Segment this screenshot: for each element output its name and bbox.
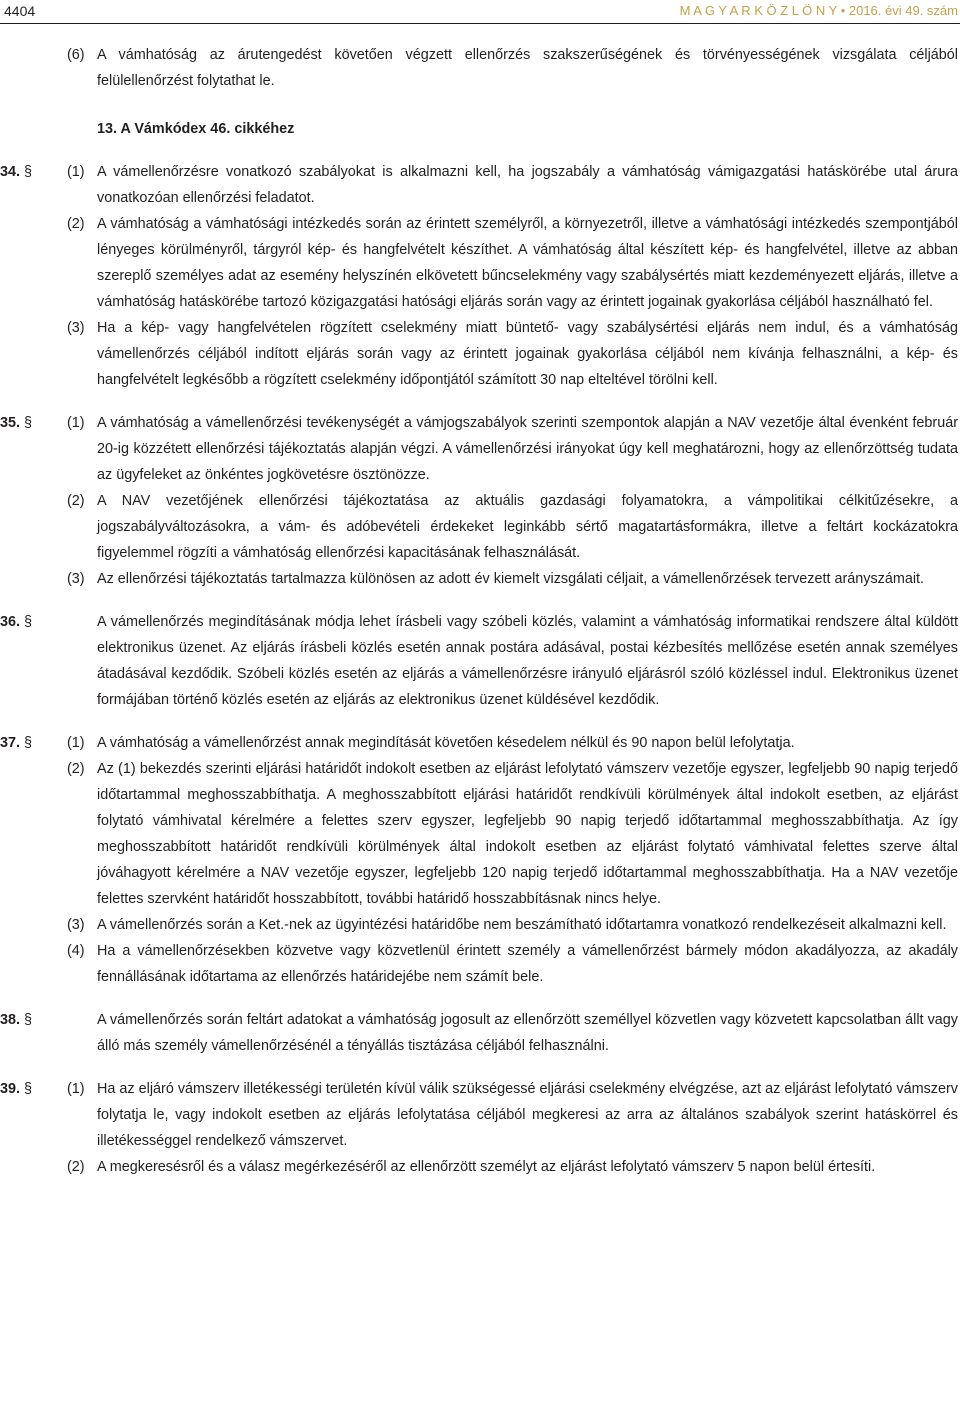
section-sign-icon: § [20, 735, 33, 751]
section-number-text: 36. [0, 614, 21, 630]
section-number [0, 1076, 32, 1102]
paragraph-number: (1) [67, 1081, 85, 1097]
section-number-text: 34. [0, 164, 21, 180]
paragraph-number: (2) [67, 493, 85, 509]
paragraph [0, 488, 960, 566]
paragraph-text: A vámellenőrzés során feltárt adatokat a vámhatóság jogosult az ellenőrzött személlyel közvetlen vagy közvetett kapcsolatban állt vagy álló más személy vámellenőrzésénél a tényállás tisztázása céljából felhasználni. [97, 1012, 958, 1054]
paragraph-text: A vámhatóság a vámellenőrzési tevékenységét a vámjogszabályok szerinti szempontok alapján a NAV vezetője által évenként február 20-ig közzétett ellenőrzési tájékoztatás alapján végzi. A vámellenőrzési irányokat úgy kell meghatározni, hogy az ellenőrzöttség tudata az ügyfeleket az önkéntes jogkövetésre ösztönözze. [97, 415, 958, 483]
paragraph-number: (1) [67, 735, 85, 751]
paragraph [0, 1154, 960, 1180]
paragraph-text: Az (1) bekezdés szerinti eljárási határidőt indokolt esetben az eljárást lefolytató vámszerv vezetője egyszer, legfeljebb 90 napig terjedő időtartammal meghosszabbíthatja. A meghosszabbított eljárási határidőt rendkívüli körülmények által indokolt esetben, az eljárást folytató vámhivatal kérelmére a felettes szerv egyszer, legfeljebb 90 napig terjedő időtartammal meghosszabbíthatja. Az így meghosszabbított határidőt rendkívüli körülmények által indokolt esetben az eljárást folytató vámhivatal felettes szerve által jóváhagyott kérelmére a NAV vezetője egyszer, legfeljebb 120 napig terjedő időtartammal meghosszabbíthatja. Ha a NAV vezetője felettes szervként határidőt hosszabbított, további határidő hosszabbításnak nincs helye. [97, 761, 958, 907]
paragraph-text: Ha a kép- vagy hangfelvételen rögzített cselekmény miatt büntető- vagy szabálysértési eljárás nem indul, és a vámhatóság vámellenőrzés céljából indított eljárás során vagy az érintett jogainak gyakorlása céljából nem kívánja felhasználni, a kép- és hangfelvételt legkésőbb a rögzített cselekmény időpontjától számított 30 nap elteltével törölni kell. [97, 320, 958, 388]
paragraph-number: (3) [67, 571, 85, 587]
paragraph-number: (3) [67, 917, 85, 933]
document-body [0, 42, 960, 1180]
section-paragraph [0, 609, 960, 713]
paragraph-text: A vámhatóság az árutengedést követően végzett ellenőrzés szakszerűségének és törvényességének vizsgálata céljából felülellenőrzést folytathat le. [97, 47, 958, 89]
section-sign-icon: § [20, 415, 33, 431]
section-heading: 13. A Vámkódex 46. cikkéhez [97, 121, 295, 137]
paragraph-text: A vámellenőrzés során a Ket.-nek az ügyintézési határidőbe nem beszámítható időtartamra vonatkozó rendelkezéseit alkalmazni kell. [97, 917, 947, 933]
paragraph [0, 42, 960, 94]
section-number [0, 159, 32, 185]
section-paragraph [0, 1007, 960, 1059]
paragraph-text: A vámellenőrzésre vonatkozó szabályokat is alkalmazni kell, ha jogszabály a vámhatóság vámigazgatási hatáskörébe utal árura vonatkozóan ellenőrzési feladatot. [97, 164, 958, 206]
section-sign-icon: § [20, 614, 33, 630]
section-number [0, 730, 32, 756]
section-spacer [0, 1059, 960, 1076]
paragraph-number: (6) [67, 47, 85, 63]
paragraph-text: A vámellenőrzés megindításának módja lehet írásbeli vagy szóbeli közlés, valamint a vámhatóság informatikai rendszere által küldött elektronikus üzenet. Az eljárás írásbeli közlés esetén annak postára adásával, postai kézbesítés mellőzése esetén annak személyes átadásával kezdődik. Szóbeli közlés esetén az eljárás a vámellenőrzésre irányuló eljárásról szóló közléssel indul. Elektronikus üzenet formájában történő közlés esetén az eljárás az elektronikus üzenet küldésével kezdődik. [97, 614, 958, 708]
section-number [0, 410, 32, 436]
paragraph [0, 912, 960, 938]
paragraph [0, 566, 960, 592]
section-paragraph [0, 159, 960, 211]
paragraph-text: A NAV vezetőjének ellenőrzési tájékoztatása az aktuális gazdasági folyamatokra, a vámpolitikai célkitűzésekre, a jogszabályváltozásokra, a vám- és adóbevételi érdekeket leginkább sértő magatartásformákra, illetve a feltárt kockázatokra figyelemmel rögzíti a vámhatóság ellenőrzési kapacitásának felhasználását. [97, 493, 958, 561]
section-number-text: 37. [0, 735, 21, 751]
paragraph-text: A vámhatóság a vámellenőrzést annak megindítását követően késedelem nélkül és 90 napon belül lefolytatja. [97, 735, 795, 751]
section-number [0, 1007, 32, 1033]
paragraph [0, 315, 960, 393]
paragraph-number: (2) [67, 1159, 85, 1175]
paragraph-text: Az ellenőrzési tájékoztatás tartalmazza különösen az adott év kiemelt vizsgálati céljait, a vámellenőrzések tervezett arányszámait. [97, 571, 925, 587]
section-spacer [0, 592, 960, 609]
paragraph-number: (3) [67, 320, 85, 336]
paragraph-text: A vámhatóság a vámhatósági intézkedés során az érintett személyről, a környezetről, illetve a vámhatósági intézkedés szempontjából lényeges körülményről, tárgyról kép- és hangfelvételt készíthet. A vámhatóság által készített kép- és hangfelvétel, illetve az abban szereplő személyes adat az esemény helyszínén elkövetett bűncselekmény vagy szabálysértés miatt kezdeményezett eljárás, illetve a vámhatóság hatáskörébe tartozó közigazgatási hatósági eljárás során vagy az érintett jogainak gyakorlása céljából használható fel. [97, 216, 958, 310]
paragraph-text: A megkeresésről és a válasz megérkezéséről az ellenőrzött személyt az eljárást lefolytató vámszerv 5 napon belül értesíti. [97, 1159, 876, 1175]
paragraph-number: (1) [67, 164, 85, 180]
section-spacer [0, 990, 960, 1007]
section-paragraph [0, 410, 960, 488]
paragraph-number: (4) [67, 943, 85, 959]
section-spacer [0, 393, 960, 410]
paragraph-number: (1) [67, 415, 85, 431]
section-sign-icon: § [20, 1081, 33, 1097]
page-number: 4404 [4, 3, 36, 19]
section-paragraph [0, 1076, 960, 1154]
paragraph-text: Ha az eljáró vámszerv illetékességi területén kívül válik szükségessé eljárási cselekmény elvégzése, azt az eljárást lefolytató vámszerv folytatja le, vagy indokolt esetben az eljárás lefolytatása céljából megkeresi az arra az általános szabályok szerint hatáskörrel és illetékességgel rendelkező vámszervet. [97, 1081, 958, 1149]
section-number-text: 39. [0, 1081, 21, 1097]
section-spacer [0, 713, 960, 730]
section-number-text: 35. [0, 415, 21, 431]
paragraph-number: (2) [67, 761, 85, 777]
section-paragraph [0, 730, 960, 756]
paragraph-text: Ha a vámellenőrzésekben közvetve vagy közvetlenül érintett személy a vámellenőrzést bármely módon akadályozza, az akadály fennállásának időtartama az ellenőrzés határidejébe nem számít bele. [97, 943, 958, 985]
paragraph-number: (2) [67, 216, 85, 232]
running-title: M A G Y A R K Ö Z L Ö N Y • 2016. évi 49. szám [679, 3, 958, 18]
paragraph [0, 756, 960, 912]
page-header [0, 0, 960, 24]
paragraph [0, 211, 960, 315]
paragraph [0, 938, 960, 990]
section-number [0, 609, 32, 635]
section-sign-icon: § [20, 1012, 33, 1028]
header-divider [0, 23, 960, 24]
section-number-text: 38. [0, 1012, 21, 1028]
section-sign-icon: § [20, 164, 33, 180]
